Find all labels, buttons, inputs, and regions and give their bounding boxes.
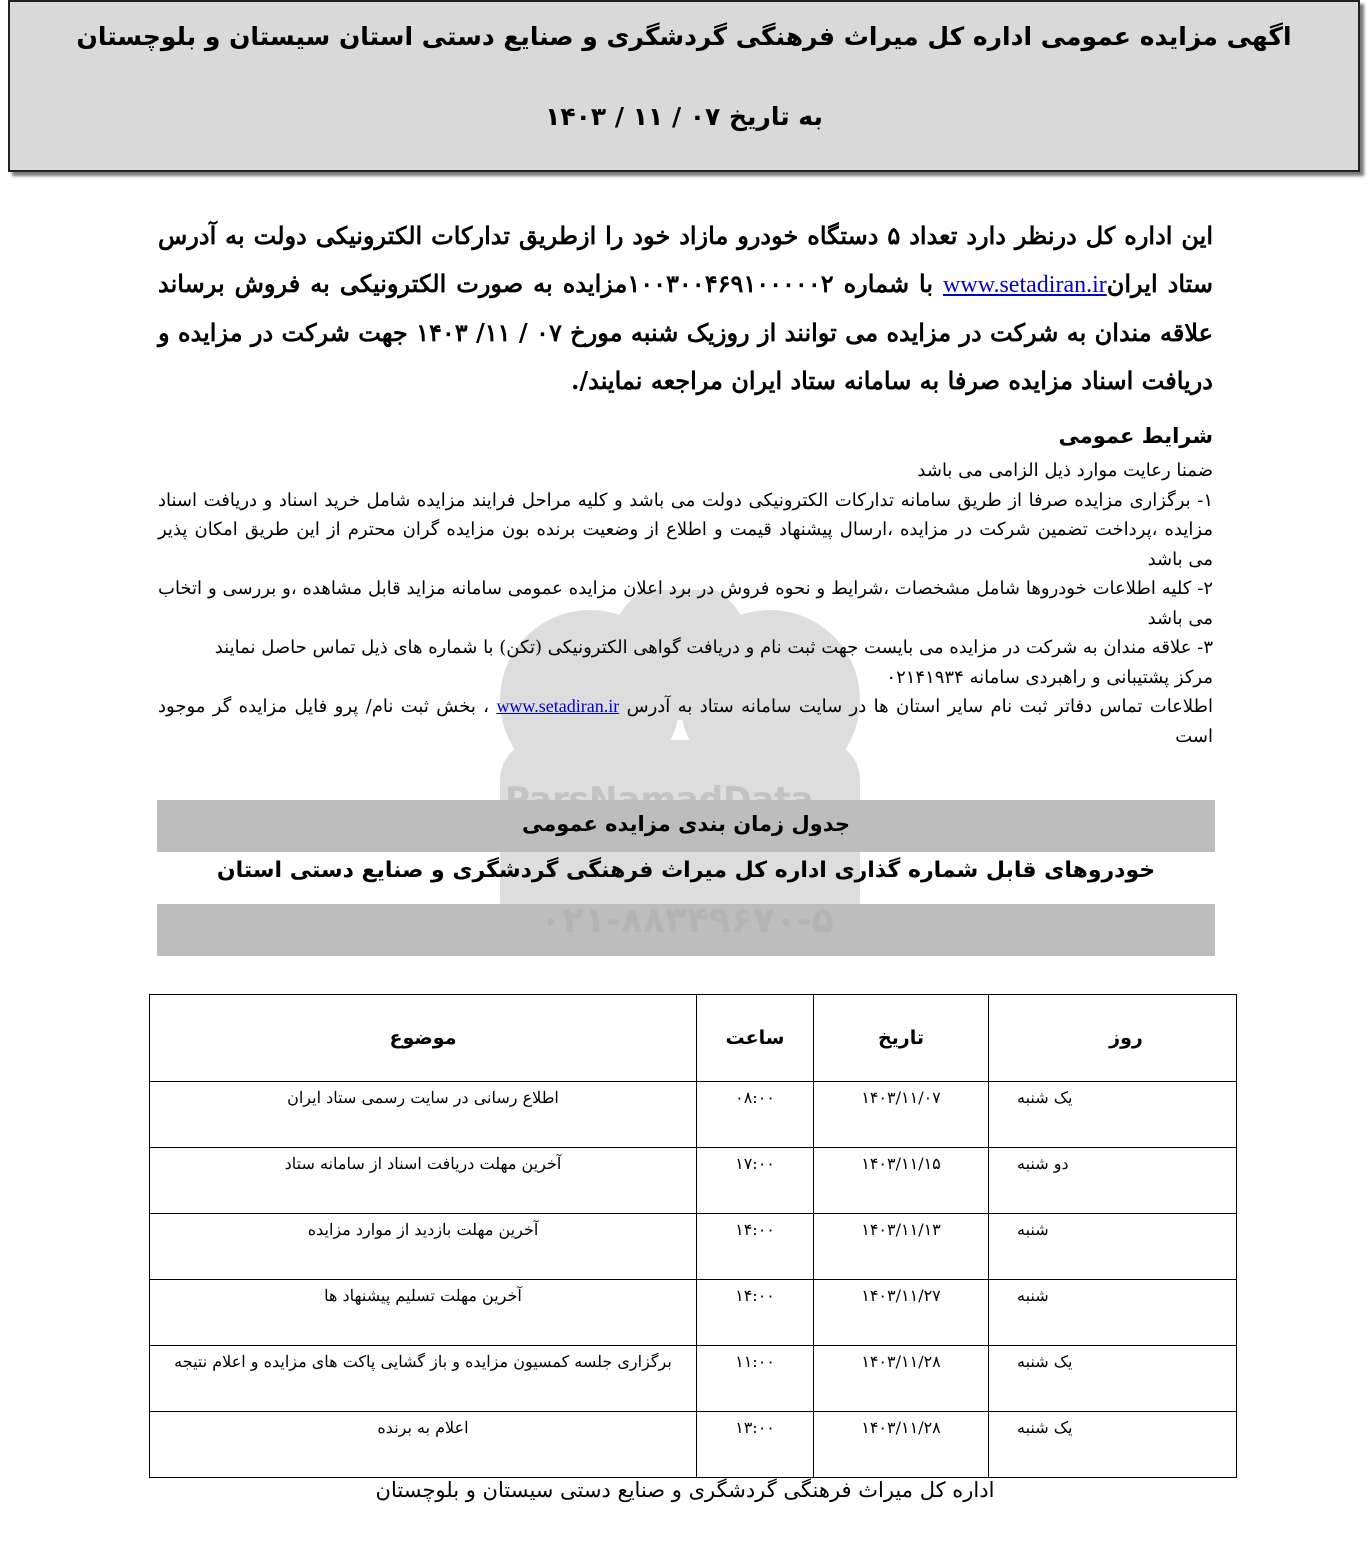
cell-date: ۱۴۰۳/۱۱/۱۵ <box>814 1148 989 1214</box>
cell-date: ۱۴۰۳/۱۱/۲۷ <box>814 1280 989 1346</box>
cell-subject: اعلام به برنده <box>150 1412 697 1478</box>
cell-time: ۰۸:۰۰ <box>697 1082 814 1148</box>
schedule-title: جدول زمان بندی مزایده عمومی <box>521 812 851 836</box>
table-row <box>150 1346 1237 1412</box>
cell-subject: اطلاع رسانی در سایت رسمی ستاد ایران <box>150 1082 697 1148</box>
table-row <box>150 1412 1237 1478</box>
footer-signature: اداره کل میراث فرهنگی گردشگری و صنایع دستی سیستان و بلوچستان <box>375 1478 995 1502</box>
cell-day: شنبه <box>989 1214 1237 1280</box>
intro-text-1: این اداره کل درنظر دارد تعداد ۵ دستگاه خودرو مازاد خود را ازطریق تدارکات الکترونیکی دولت به آدرس ستاد ایران <box>158 221 1213 298</box>
cell-day: یک شنبه <box>989 1412 1237 1478</box>
intro-text-2: با شماره ۱۰۰۳۰۰۴۶۹۱۰۰۰۰۰۲مزایده به صورت الکترونیکی به فروش برساند علاقه مندان به شرکت در مزایده می توانند از روزیک شنبه مورخ ۰۷ / ۱۱/ ۱۴۰۳ جهت شرکت در مزایده و دریافت اسناد مزایده صرفا به سامانه ستاد ایران مراجعه نمایند/. <box>158 269 1213 395</box>
support-center-line: مرکز پشتیبانی و راهبردی سامانه ۰۲۱۴۱۹۳۴ <box>886 666 1213 688</box>
offices-setadiran-link[interactable]: www.setadiran.ir <box>496 696 620 716</box>
schedule-subtitle: خودروهای قابل شماره گذاری اداره کل میراث فرهنگی گردشگری و صنایع دستی استان <box>216 858 1156 883</box>
condition-item-2: ۲- کلیه اطلاعات خودروها شامل مشخصات ،شرایط و نحوه فروش در برد اعلان مزایده عمومی سامانه مزاید قابل مشاهده ،و بررسی و اتخاب می باشد <box>158 578 1213 629</box>
cell-date: ۱۴۰۳/۱۱/۲۸ <box>814 1346 989 1412</box>
header-box <box>8 0 1360 172</box>
cell-time: ۱۱:۰۰ <box>697 1346 814 1412</box>
cell-subject: آخرین مهلت دریافت اسناد از سامانه ستاد <box>150 1148 697 1214</box>
cell-day: دو شنبه <box>989 1148 1237 1214</box>
cell-date: ۱۴۰۳/۱۱/۰۷ <box>814 1082 989 1148</box>
cell-day: یک شنبه <box>989 1082 1237 1148</box>
cell-time: ۱۴:۰۰ <box>697 1280 814 1346</box>
announcement-title: اگهی مزایده عمومی اداره کل میراث فرهنگی گردشگری و صنایع دستی استان سیستان و بلوچستان <box>76 22 1292 51</box>
condition-item-1: ۱- برگزاری مزایده صرفا از طریق سامانه تدارکات الکترونیکی دولت می باشد و کلیه مراحل فرایند مزایده شامل خرید اسناد و دریافت اسناد مزایده ،پرداخت تضمین شرکت در مزایده ،ارسال پیشنهاد قیمت و اطلاع از وضعیت برنده بون مزایده گران محترم از این طریق امکان پذیر می باشد <box>158 489 1213 570</box>
table-row <box>150 1214 1237 1280</box>
table-row <box>150 1148 1237 1214</box>
cell-time: ۱۷:۰۰ <box>697 1148 814 1214</box>
intro-paragraph <box>158 212 1213 405</box>
setadiran-link[interactable]: www.setadiran.ir <box>943 272 1107 298</box>
announcement-date: به تاریخ ۰۷ / ۱۱ / ۱۴۰۳ <box>545 102 823 131</box>
table-row <box>150 1082 1237 1148</box>
header-time: ساعت <box>697 995 814 1082</box>
conditions-body <box>158 456 1213 751</box>
conditions-title: شرایط عمومی <box>1058 424 1213 448</box>
cell-day: شنبه <box>989 1280 1237 1346</box>
cell-subject: آخرین مهلت بازدید از موارد مزایده <box>150 1214 697 1280</box>
table-row <box>150 1280 1237 1346</box>
header-subject: موضوع <box>150 995 697 1082</box>
schedule-title-band <box>157 800 1215 852</box>
watermark-phone: ۰۲۱-۸۸۳۴۹۶۷۰-۵ <box>540 900 834 941</box>
cell-date: ۱۴۰۳/۱۱/۱۳ <box>814 1214 989 1280</box>
conditions-intro: ضمنا رعایت موارد ذیل الزامی می باشد <box>917 460 1213 481</box>
table-header-row <box>150 995 1237 1082</box>
cell-day: یک شنبه <box>989 1346 1237 1412</box>
condition-item-3: ۳- علاقه مندان به شرکت در مزایده می بایست جهت ثبت نام و دریافت گواهی الکترونیکی (تکن) با شماره های ذیل تماس حاصل نمایند <box>214 637 1213 658</box>
cell-date: ۱۴۰۳/۱۱/۲۸ <box>814 1412 989 1478</box>
cell-time: ۱۴:۰۰ <box>697 1214 814 1280</box>
header-day: روز <box>989 995 1237 1082</box>
offices-text-a: اطلاعات تماس دفاتر ثبت نام سایر استان ها در سایت سامانه ستاد به آدرس <box>619 696 1213 717</box>
cell-time: ۱۳:۰۰ <box>697 1412 814 1478</box>
cell-subject: برگزاری جلسه کمسیون مزایده و باز گشایی پاکت های مزایده و اعلام نتیجه <box>150 1346 697 1412</box>
cell-subject: آخرین مهلت تسلیم پیشنهاد ها <box>150 1280 697 1346</box>
schedule-table <box>149 994 1237 1478</box>
offices-text-b: ، بخش ثبت نام/ پرو فایل مزایده گر موجود است <box>158 696 1213 747</box>
header-date: تاریخ <box>814 995 989 1082</box>
offices-line <box>158 692 1213 751</box>
